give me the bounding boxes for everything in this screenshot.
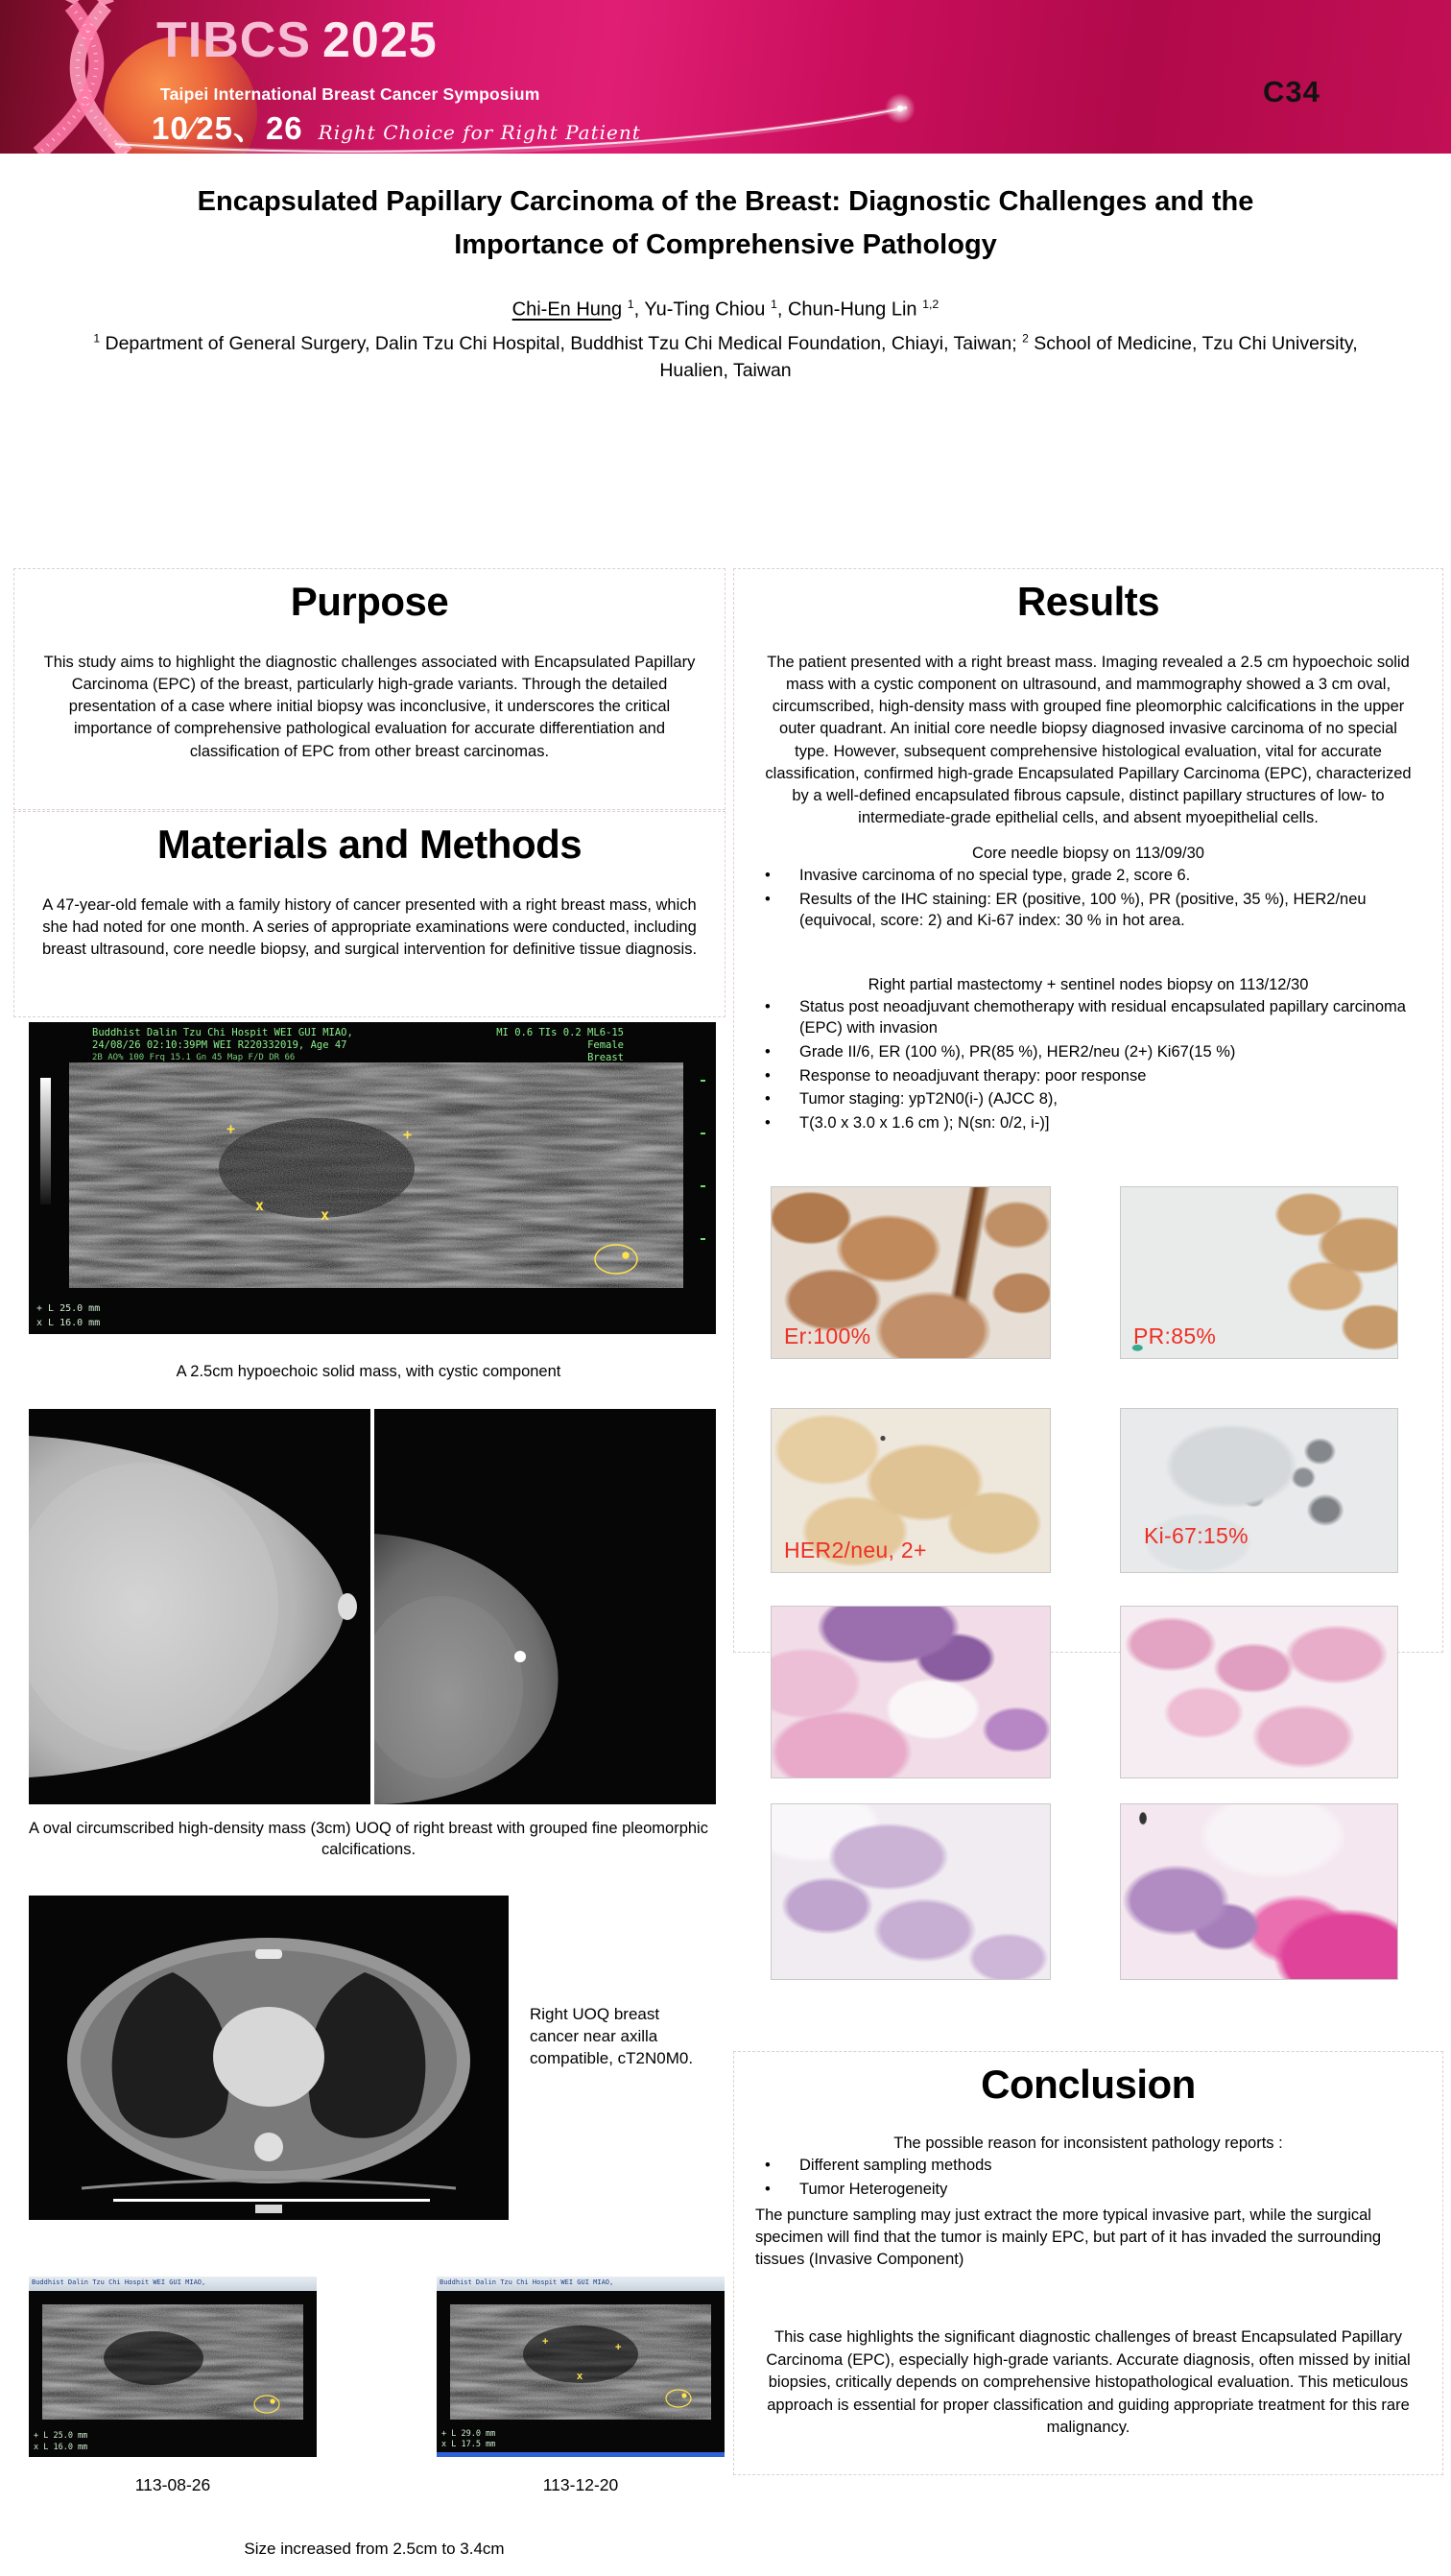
ultrasound-settings-text: 2B AO% 100 Frq 15.1 Gn 45 Map F/D DR 66: [92, 1053, 296, 1062]
logo-tagline: Right Choice for Right Patient: [318, 121, 641, 144]
purpose-section: [13, 568, 726, 810]
biopsy-bullets: [734, 866, 1442, 932]
ultrasound-graphic: [29, 1022, 716, 1334]
purpose-body: This study aims to highlight the diagnostic challenges associated with Encapsulated Papillary Carcinoma (EPC) of the breast, particularly high-grade variants. Through the detailed presentation of a case where initial biopsy was inconclusive, it underscores the critical importance of comprehensive pathological evaluation for accurate differentiation and classification of EPC from other breast carcinomas.: [43, 654, 696, 760]
results-intro: The patient presented with a right breast mass. Imaging revealed a 2.5 cm hypoechoic solid mass with a cystic component on ultrasound, and mammography showed a 3 cm oval, circumscribed, high-density mass with grouped fine pleomorphic calcifications in the upper outer quadrant. An initial core needle biopsy diagnosed invasive carcinoma of no special type. However, subsequent comprehensive histological evaluation, vital for accurate classification, confirmed high-grade Encapsulated Papillary Carcinoma (EPC), characterized by a well-defined encapsulated fibrous capsule, distinct papillary structures of low- to intermediate-grade epithelial cells, and absent myoepithelial cells.: [765, 654, 1412, 826]
list-item: • Tumor staging: ypT2N0(i-) (AJCC 8),: [751, 1089, 1423, 1110]
ultrasound-image: [29, 1022, 716, 1334]
conclusion-explanation: The puncture sampling may just extract the more typical invasive part, while the surgical specimen will find that the tumor is mainly EPC, but part of it has invaded the surrounding tissues (Invasive Component): [755, 2206, 1382, 2269]
conclusion-heading: Conclusion: [981, 2062, 1196, 2107]
svg-text:+: +: [615, 2342, 622, 2353]
methods-section: [13, 811, 726, 1017]
he-histology-image-4: [1120, 1803, 1398, 1980]
thumb-right-header: Buddhist Dalin Tzu Chi Hospit WEI GUI MIAO,: [437, 2277, 725, 2291]
logo-dates: 10∕25、26 Right Choice for Right Patient: [152, 110, 641, 146]
ihc-her2-image: [771, 1408, 1051, 1573]
list-item: • Tumor Heterogeneity: [751, 2180, 1423, 2201]
he-histology-image-2: [1120, 1606, 1398, 1778]
results-heading: Results: [1016, 579, 1160, 624]
thumb-right-date: 113-12-20: [542, 2475, 619, 2494]
mammogram-right-image: [374, 1409, 716, 1804]
banner-swoosh: [0, 0, 1451, 154]
ultrasound-thumb-left: Buddhist Dalin Tzu Chi Hospit WEI GUI MIAO, + L 25.0 mm x L 16.0 mm: [29, 2277, 317, 2457]
svg-text:+: +: [542, 2336, 549, 2348]
ultrasound-thumb-right: Buddhist Dalin Tzu Chi Hospit WEI GUI MIAO, + + x + L 29.0 mm x L 17.5 mm: [437, 2277, 725, 2457]
affiliations: $^1$ Department of General Surgery, Dalin Tzu Chi Hospital, Buddhist Tzu Chi Medical Foundation, Chiayi, Taiwan; $^2$ School of Medicine, Tzu Chi University, Hualien, Taiwan: [93, 331, 1358, 382]
list-item: • Results of the IHC staining: ER (positive, 100 %), PR (positive, 35 %), HER2/neu (equivocal, score: 2) and Ki-67 index: 30 % in hot area.: [751, 890, 1423, 932]
ct-image: [29, 1896, 509, 2220]
biopsy-title: Core needle biopsy on 113/09/30: [972, 844, 1204, 862]
ihc-pr-image: [1120, 1186, 1398, 1359]
ct-caption: Right UOQ breast cancer near axilla compatible, cT2N0M0.: [530, 2005, 694, 2067]
ihc-er-label: Er:100%: [784, 1324, 871, 1348]
he-histology-image-1: [771, 1606, 1051, 1778]
thumb-right-scalebar: [437, 2452, 725, 2457]
conclusion-bullets: [734, 2156, 1442, 2201]
conclusion-summary: This case highlights the significant diagnostic challenges of breast Encapsulated Papillary Carcinoma (EPC), especially high-grade variants. Accurate diagnosis, often missed by initial biopsies, critically depends on comprehensive histopathological evaluation. This meticulous approach is essential for proper classification and guiding appropriate treatment for this rare malignancy.: [766, 2328, 1411, 2436]
svg-text:+: +: [226, 1120, 236, 1137]
conclusion-reason-title: The possible reason for inconsistent pathology reports :: [893, 2135, 1283, 2153]
ultrasound-header-text: Buddhist Dalin Tzu Chi Hospit WEI GUI MIAO, 24/08/26 02:10:39PM WEI R220332019, Age 47: [92, 1027, 353, 1052]
ultrasound-measure-2: x L 16.0 mm: [36, 1318, 101, 1328]
purpose-heading: Purpose: [290, 579, 449, 624]
he-histology-image-3: [771, 1803, 1051, 1980]
mammogram-caption: A oval circumscribed high-density mass (3cm) UOQ of right breast with grouped fine pleomorphic calcifications.: [29, 1820, 708, 1859]
mammogram-left-image: [29, 1409, 370, 1804]
methods-heading: Materials and Methods: [156, 822, 583, 867]
ihc-her2-label: HER2/neu, 2+: [784, 1538, 927, 1562]
logo-subtitle: Taipei International Breast Cancer Symposium: [160, 84, 540, 104]
banner: [0, 0, 1451, 154]
size-note: Size increased from 2.5cm to 3.4cm: [244, 2540, 505, 2558]
conclusion-section: [733, 2051, 1443, 2475]
surgery-bullets: [734, 997, 1442, 1135]
methods-body: A 47-year-old female with a family history of cancer presented with a right breast mass, which she had noted for one month. A series of appropriate examinations were conducted, including breast ultrasound, core needle biopsy, and surgical intervention for definitive tissue diagnosis.: [41, 896, 698, 959]
list-item: • Different sampling methods: [751, 2156, 1423, 2177]
surgery-title: Right partial mastectomy + sentinel nodes biopsy on 113/12/30: [868, 975, 1309, 993]
authors-line: Chi-En Hung $^1$, Yu-Ting Chiou $^1$, Chun-Hung Lin $^{1,2}$: [511, 298, 940, 321]
svg-text:+: +: [403, 1126, 413, 1143]
ihc-ki67-image: [1120, 1408, 1398, 1573]
ct-graphic: [29, 1896, 509, 2220]
list-item: • Grade II/6, ER (100 %), PR(85 %), HER2/neu (2+) Ki67(15 %): [751, 1042, 1423, 1063]
poster-code: C34: [1263, 75, 1320, 108]
ultrasound-mi-text: MI 0.6 TIs 0.2 ML6-15 Female Breast: [496, 1027, 624, 1064]
ultrasound-caption: A 2.5cm hypoechoic solid mass, with cystic component: [176, 1363, 561, 1380]
list-item: • Invasive carcinoma of no special type, grade 2, score 6.: [751, 866, 1423, 887]
mammogram-left-graphic: [29, 1409, 370, 1804]
logo-tibcs: TIBCS 2025: [156, 12, 438, 68]
ihc-ki67-label: Ki-67:15%: [1144, 1523, 1249, 1548]
list-item: • T(3.0 x 3.0 x 1.6 cm ); N(sn: 0/2, i-)]: [751, 1113, 1423, 1134]
page-title: Encapsulated Papillary Carcinoma of the Breast: Diagnostic Challenges and the Importance of Comprehensive Pathology: [197, 186, 1254, 260]
list-item: • Status post neoadjuvant chemotherapy with residual encapsulated papillary carcinoma (EPC) with invasion: [751, 997, 1423, 1039]
ihc-pr-label: PR:85%: [1133, 1324, 1217, 1348]
svg-text:x: x: [255, 1197, 265, 1214]
thumb-left-header: Buddhist Dalin Tzu Chi Hospit WEI GUI MIAO,: [29, 2277, 317, 2291]
mammogram-right-graphic: [374, 1409, 716, 1804]
svg-text:x: x: [321, 1206, 330, 1224]
ultrasound-measure-1: + L 25.0 mm: [36, 1303, 101, 1314]
thumb-left-date: 113-08-26: [134, 2475, 211, 2494]
list-item: • Response to neoadjuvant therapy: poor response: [751, 1066, 1423, 1087]
svg-text:x: x: [577, 2371, 583, 2382]
ihc-er-image: [771, 1186, 1051, 1359]
